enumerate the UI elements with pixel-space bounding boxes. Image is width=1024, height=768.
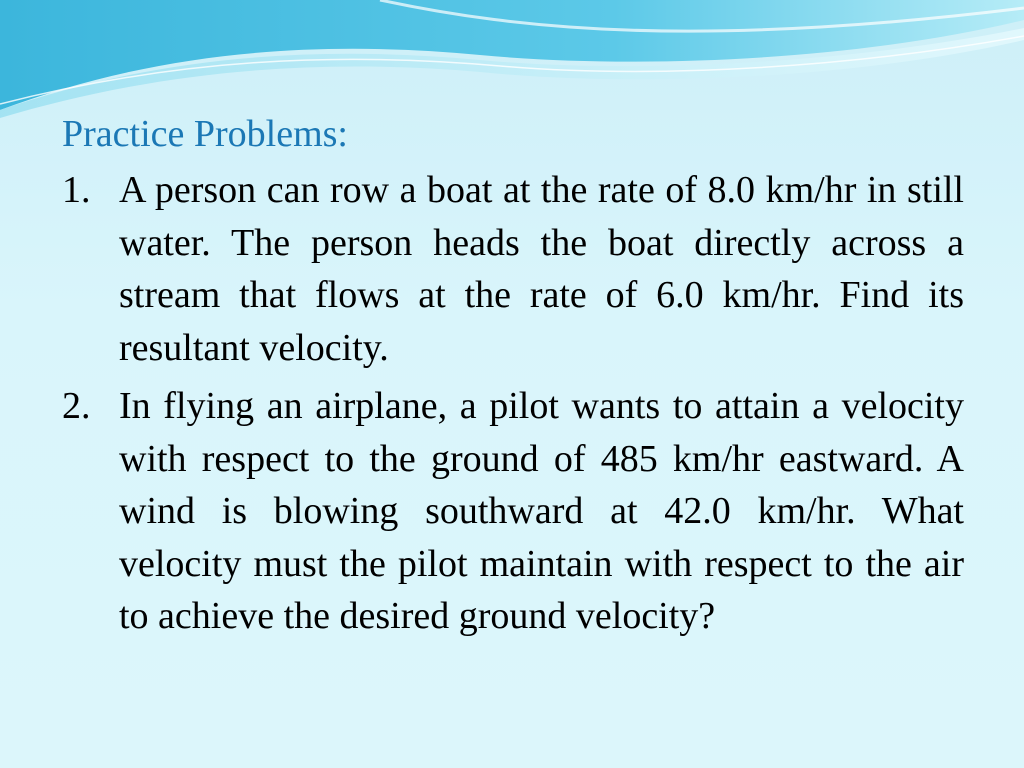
problem-number: 1. <box>62 169 91 211</box>
problem-text: In flying an airplane, a pilot wants to attain a velocity with respect to the ground of 485 km/hr eastward. A wind is blowing southward at 42.0 km/hr. What velocity must the pilot maintain with respect to the air to achieve the desired ground velocity? <box>119 385 964 637</box>
problem-number: 2. <box>62 385 91 427</box>
problem-item <box>62 164 964 374</box>
slide-title: Practice Problems: <box>62 113 348 155</box>
wave-decoration <box>0 0 1024 120</box>
slide-content <box>62 108 964 649</box>
problem-item <box>62 380 964 643</box>
problem-text: A person can row a boat at the rate of 8.0 km/hr in still water. The person heads the boat directly across a stream that flows at the rate of 6.0 km/hr. Find its resultant velocity. <box>119 169 964 369</box>
